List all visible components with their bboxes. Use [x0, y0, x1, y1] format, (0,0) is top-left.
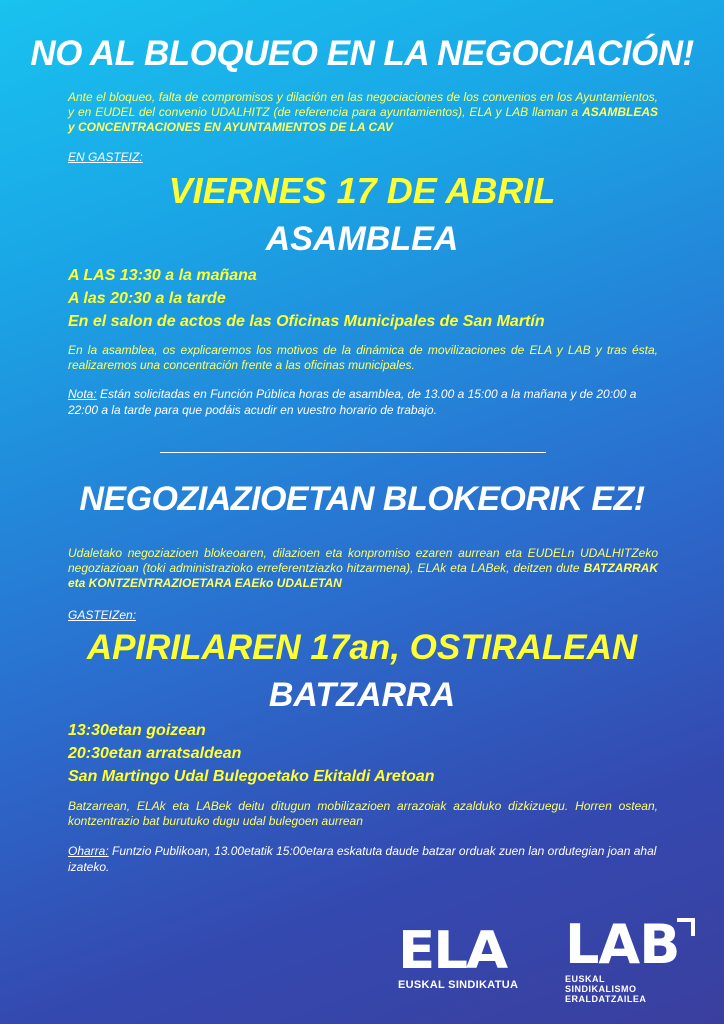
ela-logo-wordmark: ELA [398, 921, 507, 981]
ela-logo [398, 921, 558, 991]
spanish-location: En el salon de actos de las Oficinas Municipales de San Martín [68, 313, 545, 330]
spanish-note-label: Nota: [68, 387, 97, 401]
basque-note-text: Funtzio Publikoan, 13.00etatik 15:00etara eskatuta daude batzar orduak zuen lan ordutegian joan ahal izateko. [68, 844, 657, 874]
spanish-title: NO AL BLOQUEO EN LA NEGOCIACIÓN! [30, 34, 694, 73]
basque-intro-text: Udaletako negoziazioen blokeoaren, dilazioen eta konpromiso ezaren aurrean eta EUDELn UDALHITZeko negoziazioan (toki administrazioko erreferentziazko hitzarmena), ELAk eta LABek, deitzen dute [68, 546, 658, 575]
basque-date: APIRILAREN 17an, OSTIRALEAN [86, 628, 638, 667]
basque-description: Batzarrean, ELAk eta LABek deitu ditugun mobilizazioen arrazoiak azalduko dizkizuegu. Horren ostean, kontzentrazio bat burutuko dugu udal bulegoen aurrean [68, 799, 658, 828]
basque-time-1: 13:30etan goizean [68, 722, 206, 739]
spanish-time-1: A LAS 13:30 a la mañana [68, 267, 257, 284]
basque-intro-bold: BATZARRAK eta KONTZENTRAZIOETARA EAEko UDALETAN [68, 561, 658, 590]
lab-logo-wordmark: LAB [565, 913, 680, 976]
lab-logo-corner-mark [677, 918, 695, 936]
spanish-intro [68, 90, 658, 135]
spanish-intro-bold: ASAMBLEAS y CONCENTRACIONES EN AYUNTAMIENTOS DE LA CAV [68, 105, 658, 134]
spanish-time-2: A las 20:30 a la tarde [68, 290, 226, 307]
spanish-place-label: EN GASTEIZ: [68, 150, 143, 164]
lab-logo-subtitle-1: EUSKAL [565, 974, 606, 984]
basque-event: BATZARRA [268, 676, 456, 714]
spanish-description: En la asamblea, os explicaremos los motivos de la dinámica de movilizaciones de ELA y LAB y tras ésta, realizaremos una concentración frente a las oficinas municipales. [68, 343, 658, 372]
spanish-note-text: Están solicitadas en Función Pública horas de asamblea, de 13.00 a 15:00 a la mañana y de 20:00 a 22:00 a la tarde para que podáis acudir en vuestro horario de trabajo. [68, 387, 637, 417]
ela-logo-subtitle: EUSKAL SINDIKATUA [398, 979, 519, 991]
lab-logo-subtitle-3: ERALDATZAILEA [565, 994, 647, 1004]
section-divider [160, 452, 546, 453]
spanish-date: VIERNES 17 DE ABRIL [168, 170, 556, 211]
basque-note [68, 843, 658, 875]
spanish-intro-text: Ante el bloqueo, falta de compromisos y dilación en las negociaciones de los convenios en los Ayuntamientos, y en EUDEL del convenio UDALHITZ (de referencia para ayuntamientos), ELA y LAB llaman a [68, 90, 658, 119]
lab-logo [565, 913, 695, 1004]
basque-title: NEGOZIAZIOETAN BLOKEORIK EZ! [79, 480, 645, 518]
lab-logo-subtitle-2: SINDIKALISMO [565, 984, 637, 994]
basque-time-2: 20:30etan arratsaldean [68, 745, 242, 762]
spanish-note [68, 386, 658, 418]
basque-note-label: Oharra: [68, 844, 109, 858]
spanish-event: ASAMBLEA [265, 220, 459, 258]
basque-location: San Martingo Udal Bulegoetako Ekitaldi Aretoan [68, 768, 435, 785]
basque-intro [68, 546, 658, 591]
basque-place-label: GASTEIZen: [68, 608, 137, 622]
